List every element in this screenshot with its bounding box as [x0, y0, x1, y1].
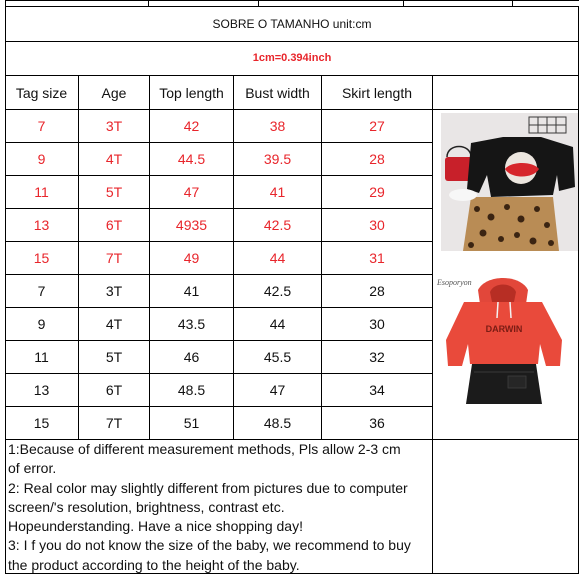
cell-bust-width: 48.5: [263, 415, 292, 431]
cell-age: 7T: [105, 250, 123, 266]
header-skirt-length: Skirt length: [341, 85, 413, 101]
note-line: the product according to the height of the baby.: [8, 556, 300, 573]
cell-skirt-length: 34: [369, 382, 385, 398]
cell-top-length: 49: [183, 250, 200, 266]
note-line: 3: I f you do not know the size of the baby, we recommend to buy: [8, 537, 411, 554]
cell-skirt-length: 29: [369, 184, 385, 200]
unit-conversion: 1cm=0.394inch: [252, 52, 332, 64]
product-photo-leopard-set: [441, 113, 578, 251]
cell-top-length: 4935: [175, 217, 208, 233]
note-line: 2: Real color may slightly different from pictures due to computer: [8, 479, 408, 496]
cell-tag-size: 13: [33, 217, 50, 233]
cell-bust-width: 41: [269, 184, 286, 200]
cell-skirt-length: 30: [369, 217, 385, 233]
cell-skirt-length: 27: [369, 118, 385, 134]
cell-tag-size: 11: [34, 184, 49, 200]
cell-bust-width: 38: [269, 118, 286, 134]
cell-tag-size: 9: [37, 316, 46, 332]
note-line: 1:Because of different measurement methods, Pls allow 2-3 cm: [8, 441, 401, 457]
cell-top-length: 42: [183, 118, 200, 134]
cell-top-length: 44.5: [177, 151, 206, 167]
cell-age: 4T: [105, 316, 123, 332]
cell-top-length: 41: [183, 283, 200, 299]
cell-tag-size: 15: [33, 415, 50, 431]
cell-bust-width: 44: [269, 250, 286, 266]
cell-age: 3T: [105, 118, 123, 134]
cell-tag-size: 7: [37, 118, 46, 134]
cell-top-length: 46: [183, 349, 200, 365]
hoodie-print-text: DARWIN: [485, 324, 523, 334]
cell-tag-size: 7: [37, 283, 46, 299]
cell-tag-size: 11: [34, 349, 49, 365]
cell-tag-size: 9: [37, 151, 46, 167]
header-tag-size: Tag size: [15, 85, 68, 101]
note-line: Hopeunderstanding. Have a nice shopping day!: [8, 518, 303, 535]
cell-top-length: 43.5: [177, 316, 206, 332]
grid-line: [432, 75, 433, 574]
chart-title: SOBRE O TAMANHO unit:cm: [212, 17, 372, 31]
cell-skirt-length: 31: [369, 250, 385, 266]
note-line: of error.: [8, 460, 57, 477]
cell-age: 3T: [105, 283, 123, 299]
header-age: Age: [101, 85, 127, 101]
cell-age: 7T: [105, 415, 123, 431]
cell-bust-width: 45.5: [263, 349, 292, 365]
grid-line: [5, 0, 579, 1]
cell-bust-width: 39.5: [263, 151, 292, 167]
cell-skirt-length: 36: [369, 415, 385, 431]
cell-skirt-length: 30: [369, 316, 385, 332]
cell-top-length: 51: [183, 415, 200, 431]
cell-skirt-length: 28: [369, 283, 385, 299]
cell-age: 6T: [105, 382, 123, 398]
cell-bust-width: 42.5: [263, 283, 292, 299]
header-top-length: Top length: [159, 85, 224, 101]
cell-skirt-length: 32: [369, 349, 385, 365]
cell-skirt-length: 28: [369, 151, 385, 167]
cell-top-length: 48.5: [177, 382, 206, 398]
notes-block: [8, 440, 432, 575]
cell-tag-size: 13: [33, 382, 50, 398]
cell-bust-width: 42.5: [263, 217, 292, 233]
header-bust-width: Bust width: [245, 85, 310, 101]
cell-top-length: 47: [183, 184, 200, 200]
cell-bust-width: 47: [269, 382, 286, 398]
cell-tag-size: 15: [33, 250, 50, 266]
note-line: screen/'s resolution, brightness, contrast etc.: [8, 498, 285, 515]
product-photo-hoodie-set: [434, 270, 577, 412]
cell-age: 4T: [105, 151, 123, 167]
cell-age: 5T: [105, 184, 123, 200]
cell-bust-width: 44: [269, 316, 286, 332]
cell-age: 6T: [105, 217, 123, 233]
cell-age: 5T: [105, 349, 123, 365]
photo-watermark-text: Esoporyon: [437, 278, 472, 287]
